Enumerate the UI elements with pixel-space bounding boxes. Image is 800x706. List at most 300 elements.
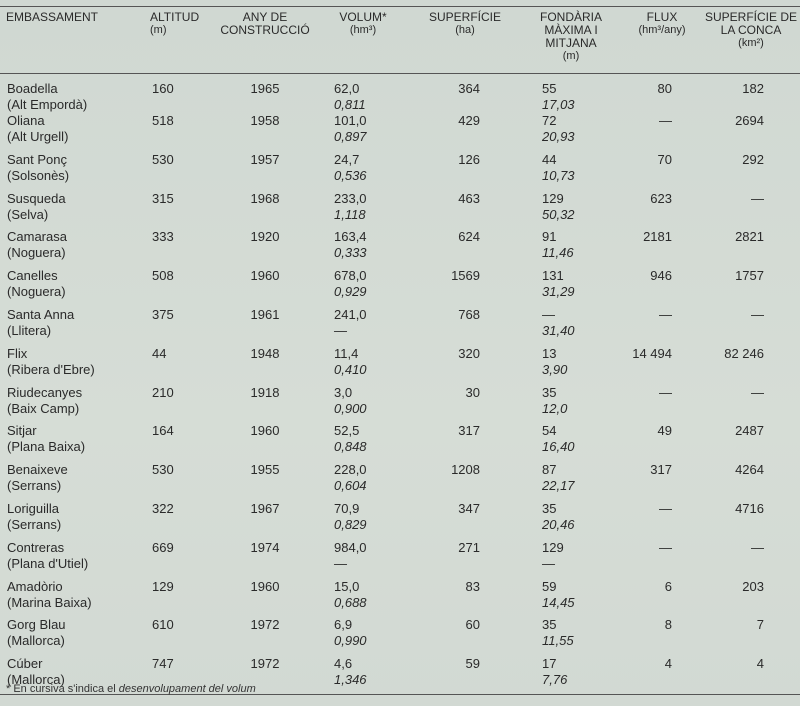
cell-fondaria-value: 55 [542, 81, 557, 96]
cell-name [0, 423, 134, 462]
table-row [0, 152, 800, 191]
cell-altitud [134, 462, 214, 501]
cell-any [214, 307, 316, 346]
cell-any-value: 1960 [250, 268, 280, 284]
cell-name-secondary: (Llitera) [7, 322, 52, 338]
cell-superficie-value: 59 [465, 656, 480, 672]
cell-flux-value: 8 [664, 617, 672, 633]
cell-superficie [410, 268, 520, 307]
cell-altitud-value: 333 [152, 229, 174, 245]
cell-fondaria-secondary: 11,46 [542, 245, 574, 261]
cell-volum-value: 678,0 [334, 268, 367, 284]
cell-name-secondary: (Ribera d'Ebre) [7, 361, 95, 377]
cell-superficie-value: 624 [458, 229, 480, 245]
table-row [0, 540, 800, 579]
cell-superficie-value: 320 [458, 345, 480, 361]
header-flux: FLUX (hm³/any) [622, 7, 702, 74]
cell-superficie [410, 423, 520, 462]
cell-flux [622, 113, 702, 152]
cell-conca-value: 182 [742, 81, 764, 96]
cell-volum-value: 984,0 [334, 539, 367, 555]
cell-volum-secondary: 0,829 [334, 516, 367, 532]
cell-fondaria-value: 54 [542, 423, 557, 439]
cell-name-value: Santa Anna [7, 306, 75, 322]
table-row [0, 346, 800, 385]
cell-any [214, 540, 316, 579]
cell-conca-value: 2694 [735, 113, 764, 128]
cell-altitud [134, 423, 214, 462]
cell-superficie-value: 429 [458, 113, 480, 128]
cell-any [214, 229, 316, 268]
cell-superficie [410, 191, 520, 230]
table-row [0, 579, 800, 618]
cell-altitud-value: 610 [152, 617, 174, 633]
cell-fondaria-value: 35 [542, 617, 557, 633]
cell-any [214, 268, 316, 307]
cell-flux-value: — [659, 113, 672, 128]
cell-altitud [134, 113, 214, 152]
cell-any [214, 385, 316, 424]
table-bottom-rule [0, 695, 800, 696]
cell-fondaria [520, 540, 622, 579]
cell-name [0, 152, 134, 191]
cell-name [0, 540, 134, 579]
cell-conca [702, 229, 800, 268]
cell-fondaria [520, 385, 622, 424]
cell-volum-value: 241,0 [334, 306, 367, 322]
cell-volum-secondary: — [334, 322, 347, 338]
cell-conca [702, 656, 800, 695]
cell-volum [316, 501, 410, 540]
cell-volum-value: 6,9 [334, 617, 353, 633]
cell-volum-value: 24,7 [334, 151, 360, 167]
cell-name-value: Camarasa [7, 229, 67, 245]
cell-superficie [410, 462, 520, 501]
cell-any-value: 1958 [250, 113, 280, 128]
cell-name-secondary: (Plana Baixa) [7, 439, 86, 455]
cell-conca [702, 385, 800, 424]
cell-flux-value: 80 [657, 81, 672, 96]
cell-conca [702, 346, 800, 385]
cell-flux [622, 229, 702, 268]
cell-volum [316, 579, 410, 618]
cell-fondaria-value: 35 [542, 500, 557, 516]
cell-name-value: Amadòrio [7, 578, 63, 594]
cell-fondaria-value: 91 [542, 229, 557, 245]
cell-any-value: 1920 [250, 229, 280, 245]
cell-any-value: 1948 [250, 345, 280, 361]
cell-volum-value: 101,0 [334, 113, 367, 128]
cell-flux [622, 656, 702, 695]
cell-conca-value: — [751, 306, 764, 322]
cell-flux [622, 191, 702, 230]
cell-volum [316, 346, 410, 385]
cell-volum-secondary: 0,688 [334, 594, 367, 610]
cell-fondaria-secondary: — [542, 555, 555, 571]
cell-fondaria [520, 268, 622, 307]
table-row [0, 501, 800, 540]
table-row [0, 268, 800, 307]
cell-volum-value: 52,5 [334, 423, 360, 439]
cell-flux [622, 617, 702, 656]
cell-name [0, 268, 134, 307]
cell-volum-value: 163,4 [334, 229, 367, 245]
cell-superficie [410, 307, 520, 346]
cell-superficie [410, 113, 520, 152]
cell-altitud-value: 44 [152, 345, 167, 361]
cell-fondaria-value: 17 [542, 656, 557, 672]
cell-name [0, 346, 134, 385]
cell-fondaria [520, 579, 622, 618]
cell-name [0, 307, 134, 346]
cell-name [0, 191, 134, 230]
cell-altitud-value: 508 [152, 268, 174, 284]
cell-volum-secondary: 0,811 [334, 97, 366, 112]
cell-name [0, 579, 134, 618]
header-altitud: ALTITUD (m) [134, 7, 214, 74]
cell-name-value: Flix [7, 345, 28, 361]
table-row [0, 423, 800, 462]
table-row [0, 307, 800, 346]
cell-name-secondary: (Solsonès) [7, 167, 70, 183]
cell-fondaria-secondary: 14,45 [542, 594, 575, 610]
cell-flux [622, 385, 702, 424]
cell-name-secondary: (Baix Camp) [7, 400, 80, 416]
cell-volum-value: 228,0 [334, 462, 367, 478]
cell-flux-value: 6 [664, 578, 672, 594]
cell-altitud-value: 322 [152, 500, 174, 516]
cell-name [0, 385, 134, 424]
cell-altitud-value: 530 [152, 151, 174, 167]
cell-volum-secondary: 0,900 [334, 400, 367, 416]
cell-volum-value: 233,0 [334, 190, 367, 206]
cell-conca [702, 268, 800, 307]
footnote-emphasis: desenvolupament del volum [118, 683, 256, 695]
cell-fondaria-secondary: 3,90 [542, 361, 568, 377]
cell-flux-value: 946 [650, 268, 672, 284]
cell-altitud-value: 160 [152, 81, 174, 96]
cell-volum [316, 307, 410, 346]
cell-volum [316, 74, 410, 114]
cell-fondaria [520, 191, 622, 230]
cell-volum [316, 540, 410, 579]
cell-any [214, 501, 316, 540]
cell-name-secondary: (Serrans) [7, 478, 62, 494]
cell-flux-value: — [659, 539, 672, 555]
cell-altitud-value: 669 [152, 539, 174, 555]
cell-volum-secondary: 0,929 [334, 284, 367, 300]
cell-name [0, 74, 134, 114]
cell-volum-secondary: 0,604 [334, 478, 367, 494]
cell-conca [702, 113, 800, 152]
cell-volum [316, 462, 410, 501]
cell-conca-value: 4264 [735, 462, 764, 478]
cell-fondaria-value: 44 [542, 151, 557, 167]
cell-conca-value: 203 [742, 578, 764, 594]
cell-superficie-value: 60 [465, 617, 480, 633]
cell-altitud-value: 530 [152, 462, 174, 478]
cell-fondaria-secondary: 31,29 [542, 284, 575, 300]
cell-fondaria-secondary: 10,73 [542, 167, 575, 183]
cell-any [214, 191, 316, 230]
cell-superficie-value: 317 [458, 423, 480, 439]
cell-any [214, 423, 316, 462]
cell-superficie-value: 768 [458, 306, 480, 322]
cell-conca-value: 2821 [735, 229, 764, 245]
cell-name-secondary: (Alt Empordà) [7, 97, 88, 112]
cell-flux-value: 70 [657, 151, 672, 167]
cell-flux [622, 579, 702, 618]
cell-volum [316, 229, 410, 268]
cell-flux-value: 623 [650, 190, 672, 206]
cell-volum-value: 62,0 [334, 81, 360, 96]
cell-conca [702, 191, 800, 230]
cell-name-value: Benaixeve [7, 462, 68, 478]
cell-name-value: Gorg Blau [7, 617, 66, 633]
cell-fondaria [520, 501, 622, 540]
cell-altitud [134, 501, 214, 540]
cell-superficie [410, 540, 520, 579]
cell-any-value: 1972 [250, 617, 280, 633]
cell-volum-secondary: 1,346 [334, 672, 367, 688]
cell-conca-value: 1757 [735, 268, 764, 284]
cell-conca [702, 617, 800, 656]
cell-altitud-value: 375 [152, 306, 174, 322]
cell-fondaria-secondary: 50,32 [542, 206, 575, 222]
cell-fondaria [520, 423, 622, 462]
cell-superficie-value: 126 [458, 151, 480, 167]
cell-any [214, 617, 316, 656]
cell-volum-secondary: 0,410 [334, 361, 367, 377]
cell-superficie [410, 385, 520, 424]
cell-flux [622, 152, 702, 191]
cell-name-value: Cúber [7, 656, 43, 672]
cell-superficie-value: 1569 [451, 268, 480, 284]
cell-any-value: 1967 [250, 500, 280, 516]
cell-flux [622, 462, 702, 501]
cell-fondaria-value: 35 [542, 384, 557, 400]
cell-conca-value: 2487 [735, 423, 764, 439]
cell-altitud [134, 346, 214, 385]
cell-flux-value: 14 494 [632, 345, 672, 361]
header-row [0, 7, 800, 74]
footnote [6, 683, 256, 695]
cell-flux [622, 423, 702, 462]
cell-volum [316, 385, 410, 424]
cell-flux [622, 540, 702, 579]
cell-any [214, 579, 316, 618]
cell-flux-value: 49 [657, 423, 672, 439]
cell-conca [702, 462, 800, 501]
cell-superficie-value: 364 [458, 81, 480, 96]
cell-name [0, 501, 134, 540]
header-any: ANY DE CONSTRUCCIÓ [214, 7, 316, 74]
cell-altitud-value: 518 [152, 113, 174, 128]
cell-any [214, 74, 316, 114]
cell-superficie [410, 229, 520, 268]
cell-superficie [410, 152, 520, 191]
cell-fondaria-secondary: 16,40 [542, 439, 575, 455]
cell-flux [622, 346, 702, 385]
cell-volum-secondary: 0,990 [334, 633, 367, 649]
cell-altitud-value: 129 [152, 578, 174, 594]
cell-volum [316, 423, 410, 462]
cell-volum-secondary: 1,118 [334, 206, 366, 222]
cell-volum-value: 70,9 [334, 500, 360, 516]
table-row [0, 74, 800, 114]
cell-volum-secondary: 0,333 [334, 245, 367, 261]
cell-name-secondary: (Serrans) [7, 516, 62, 532]
cell-flux-value: — [659, 306, 672, 322]
cell-altitud-value: 315 [152, 190, 174, 206]
cell-fondaria-value: — [542, 306, 555, 322]
cell-any-value: 1965 [250, 81, 280, 96]
cell-any-value: 1957 [250, 151, 280, 167]
cell-superficie-value: 1208 [451, 462, 480, 478]
cell-name-value: Boadella [7, 81, 58, 96]
cell-volum [316, 656, 410, 695]
header-volum: VOLUM* (hm³) [316, 7, 410, 74]
cell-any-value: 1961 [250, 306, 280, 322]
cell-fondaria-secondary: 22,17 [542, 478, 575, 494]
cell-any [214, 113, 316, 152]
cell-superficie-value: 463 [458, 190, 480, 206]
cell-any [214, 152, 316, 191]
cell-fondaria-value: 13 [542, 345, 557, 361]
header-name: EMBASSAMENT [0, 7, 134, 74]
table-body [0, 74, 800, 695]
cell-volum [316, 113, 410, 152]
cell-flux [622, 501, 702, 540]
cell-superficie [410, 617, 520, 656]
cell-conca-value: 292 [742, 151, 764, 167]
cell-any-value: 1960 [250, 423, 280, 439]
cell-volum-value: 11,4 [334, 345, 359, 361]
cell-name-value: Riudecanyes [7, 384, 83, 400]
cell-fondaria [520, 152, 622, 191]
cell-fondaria-value: 59 [542, 578, 557, 594]
cell-volum-value: 15,0 [334, 578, 360, 594]
cell-fondaria [520, 74, 622, 114]
cell-name-secondary: (Noguera) [7, 284, 66, 300]
cell-fondaria-secondary: 20,93 [542, 129, 575, 144]
header-fondaria: FONDÀRIA MÀXIMA I MITJANA (m) [520, 7, 622, 74]
cell-superficie-value: 271 [458, 539, 480, 555]
reservoir-table [0, 6, 800, 695]
cell-volum-secondary: 0,536 [334, 167, 367, 183]
cell-fondaria-secondary: 20,46 [542, 516, 575, 532]
cell-fondaria-secondary: 7,76 [542, 672, 568, 688]
cell-superficie [410, 346, 520, 385]
cell-volum-secondary: 0,897 [334, 129, 367, 144]
cell-volum [316, 191, 410, 230]
cell-superficie-value: 30 [465, 384, 480, 400]
cell-fondaria-secondary: 11,55 [542, 633, 574, 649]
cell-altitud [134, 540, 214, 579]
cell-superficie-value: 83 [465, 578, 480, 594]
cell-altitud [134, 385, 214, 424]
cell-name-secondary: (Mallorca) [7, 633, 65, 649]
cell-superficie [410, 656, 520, 695]
cell-fondaria-secondary: 12,0 [542, 400, 568, 416]
cell-flux-value: 317 [650, 462, 672, 478]
table-row [0, 462, 800, 501]
cell-flux-value: 4 [664, 656, 672, 672]
table-row [0, 229, 800, 268]
cell-name [0, 113, 134, 152]
cell-flux [622, 74, 702, 114]
footnote-prefix: * En cursiva s'indica el [6, 683, 116, 695]
cell-any [214, 346, 316, 385]
cell-name-value: Susqueda [7, 190, 66, 206]
cell-altitud [134, 229, 214, 268]
cell-any-value: 1974 [250, 539, 280, 555]
cell-conca-value: — [751, 384, 764, 400]
cell-superficie [410, 501, 520, 540]
cell-name-value: Sitjar [7, 423, 37, 439]
cell-name-secondary: (Plana d'Utiel) [7, 555, 89, 571]
cell-any [214, 462, 316, 501]
cell-name-secondary: (Selva) [7, 206, 49, 222]
cell-name [0, 229, 134, 268]
cell-altitud [134, 191, 214, 230]
table-row [0, 385, 800, 424]
cell-volum [316, 152, 410, 191]
cell-name [0, 462, 134, 501]
cell-fondaria [520, 229, 622, 268]
cell-volum-secondary: 0,848 [334, 439, 367, 455]
cell-any-value: 1972 [250, 656, 280, 672]
cell-name [0, 617, 134, 656]
cell-altitud [134, 268, 214, 307]
cell-name-secondary: (Noguera) [7, 245, 66, 261]
cell-fondaria-secondary: 17,03 [542, 97, 575, 112]
cell-name-value: Sant Ponç [7, 151, 67, 167]
cell-superficie [410, 579, 520, 618]
cell-conca-value: 7 [756, 617, 764, 633]
cell-flux [622, 307, 702, 346]
cell-altitud [134, 152, 214, 191]
cell-superficie [410, 74, 520, 114]
cell-any-value: 1918 [250, 384, 280, 400]
cell-volum-value: 3,0 [334, 384, 353, 400]
cell-altitud [134, 307, 214, 346]
cell-superficie-value: 347 [458, 500, 480, 516]
table-row [0, 617, 800, 656]
cell-name-value: Canelles [7, 268, 58, 284]
cell-name-secondary: (Alt Urgell) [7, 129, 69, 144]
cell-fondaria [520, 462, 622, 501]
cell-flux [622, 268, 702, 307]
cell-flux-value: — [659, 384, 672, 400]
cell-name-secondary: (Mallorca) [7, 672, 65, 688]
cell-fondaria [520, 307, 622, 346]
cell-name-value: Loriguilla [7, 500, 60, 516]
cell-volum [316, 617, 410, 656]
cell-volum-secondary: — [334, 555, 347, 571]
cell-flux-value: 2181 [643, 229, 672, 245]
cell-altitud [134, 74, 214, 114]
cell-fondaria [520, 617, 622, 656]
cell-conca-value: 4716 [735, 500, 764, 516]
cell-altitud-value: 210 [152, 384, 174, 400]
cell-any-value: 1960 [250, 578, 280, 594]
cell-conca [702, 579, 800, 618]
table-row [0, 191, 800, 230]
cell-altitud-value: 747 [152, 656, 174, 672]
table-row [0, 113, 800, 152]
header-conca: SUPERFÍCIE DE LA CONCA (km²) [702, 7, 800, 74]
